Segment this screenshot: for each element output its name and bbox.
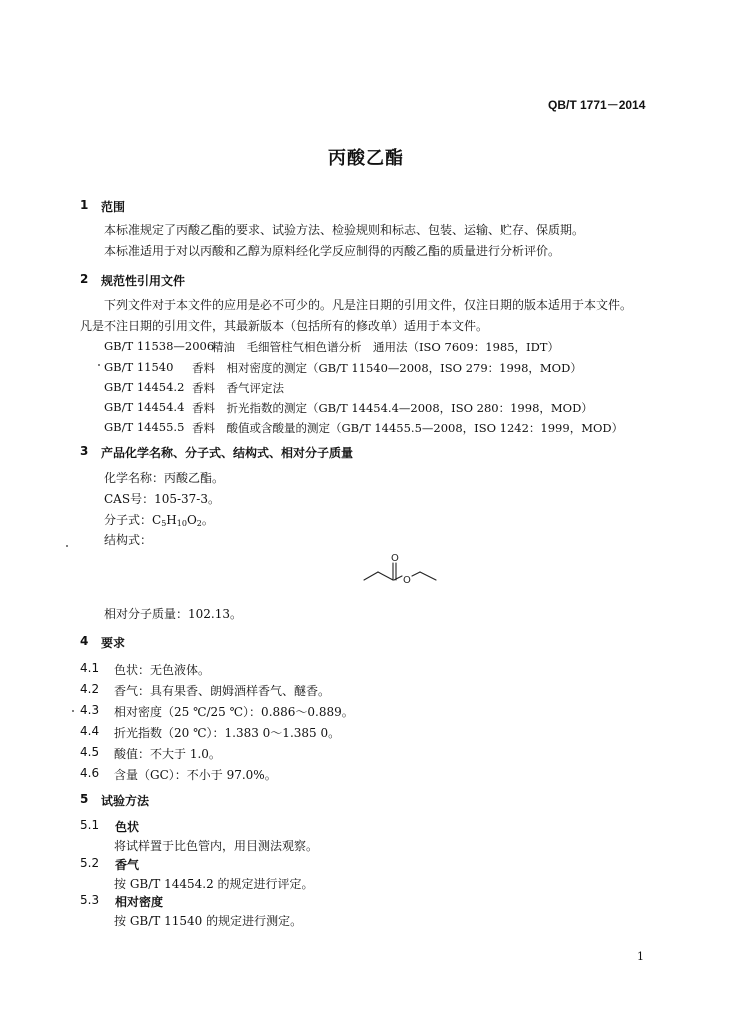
section-4-number: 4 — [80, 634, 89, 648]
section-2-intro-line-2: 凡是不注日期的引用文件，其最新版本（包括所有的修改单）适用于本文件。 — [80, 319, 489, 333]
subsection-title: 相对密度 — [115, 895, 164, 909]
requirement-number: 4.3 — [80, 703, 100, 717]
subsection-title: 色状 — [115, 820, 140, 834]
cas-number: CAS号：105-37-3。 — [104, 492, 220, 506]
reference-title: 香料 折光指数的测定（GB/T 14454.4—2008，ISO 280：1998，MOD） — [192, 401, 593, 415]
requirement-number: 4.2 — [80, 682, 100, 696]
requirement-number: 4.4 — [80, 724, 100, 738]
section-3-title: 产品化学名称、分子式、结构式、相对分子质量 — [101, 446, 354, 460]
reference-title: 香料 酸值或含酸量的测定（GB/T 14455.5—2008，ISO 1242：1999，MOD） — [192, 421, 624, 435]
requirement-text: 相对密度（25 ℃/25 ℃）：0.886～0.889。 — [114, 705, 354, 719]
requirement-number: 4.5 — [80, 745, 100, 759]
section-2-number: 2 — [80, 272, 89, 286]
chemical-name: 化学名称：丙酸乙酯。 — [104, 471, 225, 485]
section-1-para-2: 本标准适用于对以丙酸和乙醇为原料经化学反应制得的丙酸乙酯的质量进行分析评价。 — [104, 244, 561, 258]
requirement-text: 色状：无色液体。 — [114, 663, 211, 677]
standard-number: QB/T 1771－2014 — [548, 98, 646, 112]
section-5-number: 5 — [80, 792, 89, 806]
requirement-number: 4.1 — [80, 661, 100, 675]
requirement-text: 香气：具有果香、朗姆酒样香气、醚香。 — [114, 684, 331, 698]
scan-speck — [98, 364, 100, 366]
reference-title: 香料 相对密度的测定（GB/T 11540—2008，ISO 279：1998，MOD） — [192, 361, 582, 375]
requirement-text: 酸值：不大于 1.0。 — [114, 747, 221, 761]
reference-code: GB/T 14455.5 — [104, 420, 185, 434]
subsection-number: 5.1 — [80, 818, 100, 832]
section-5-title: 试验方法 — [101, 794, 150, 808]
ester-oxygen-label: O — [403, 575, 411, 586]
section-1-title: 范围 — [101, 200, 126, 214]
reference-code: GB/T 14454.2 — [104, 380, 185, 394]
section-3-number: 3 — [80, 444, 89, 458]
section-1-number: 1 — [80, 198, 89, 212]
subsection-title: 香气 — [115, 858, 140, 872]
reference-code: GB/T 14454.4 — [104, 400, 185, 414]
requirement-number: 4.6 — [80, 766, 100, 780]
subsection-number: 5.2 — [80, 856, 100, 870]
carbonyl-oxygen-label: O — [391, 553, 399, 564]
document-title: 丙酸乙酯 — [328, 148, 404, 169]
section-2-intro-line-1: 下列文件对于本文件的应用是必不可少的。凡是注日期的引用文件，仅注日期的版本适用于本文件。 — [104, 298, 633, 312]
bond-c-o — [394, 576, 402, 580]
bond-o-ch2 — [412, 572, 420, 576]
reference-title: 香料 香气评定法 — [192, 381, 284, 395]
scan-speck — [72, 710, 74, 712]
section-4-title: 要求 — [101, 636, 126, 650]
bond-ch3-ch2 — [364, 572, 378, 580]
structure-label: 结构式： — [104, 533, 153, 547]
subsection-number: 5.3 — [80, 893, 100, 907]
bond-ch2-c — [378, 572, 393, 580]
section-1-para-1: 本标准规定了丙酸乙酯的要求、试验方法、检验规则和标志、包装、运输、贮存、保质期。 — [104, 223, 585, 237]
requirement-text: 折光指数（20 ℃）：1.383 0～1.385 0。 — [114, 726, 341, 740]
section-2-title: 规范性引用文件 — [101, 274, 186, 288]
reference-code: GB/T 11540 — [104, 360, 174, 374]
structural-formula — [358, 545, 448, 595]
molecular-formula: 分子式：$C_5H_{10}O_2$。 — [104, 513, 214, 528]
scan-speck — [66, 545, 68, 547]
page-number: 1 — [637, 950, 644, 963]
subsection-text: 按 GB/T 14454.2 的规定进行评定。 — [114, 877, 314, 891]
reference-code: GB/T 11538—2006 — [104, 339, 215, 353]
reference-title: 精油 毛细管柱气相色谱分析 通用法（ISO 7609：1985，IDT） — [212, 340, 559, 354]
bond-ch2-ch3 — [420, 572, 436, 580]
subsection-text: 按 GB/T 11540 的规定进行测定。 — [114, 914, 303, 928]
requirement-text: 含量（GC）：不小于 97.0%。 — [114, 768, 277, 782]
molecular-weight: 相对分子质量：102.13。 — [104, 607, 242, 621]
subsection-text: 将试样置于比色管内，用目测法观察。 — [114, 839, 319, 853]
